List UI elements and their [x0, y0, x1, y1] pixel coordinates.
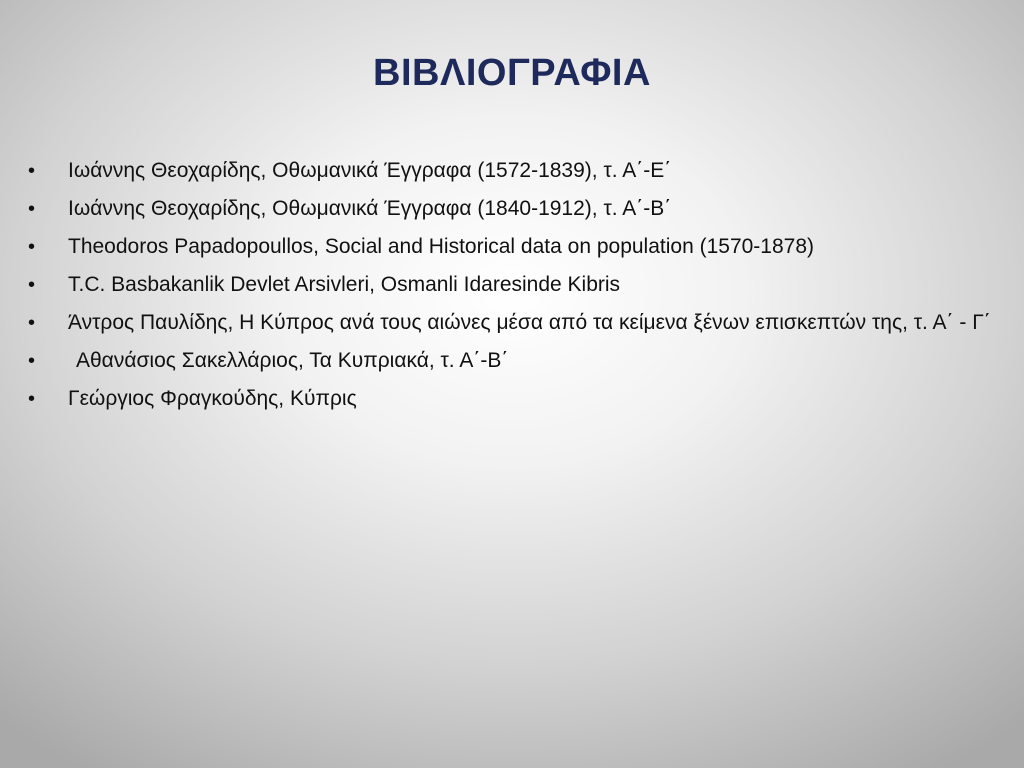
- bullet-icon: •: [28, 350, 36, 372]
- list-item: [28, 158, 998, 184]
- bibliography-entry: Ιωάννης Θεοχαρίδης, Οθωμανικά Έγγραφα (1572-1839), τ. Α΄-Ε΄: [68, 159, 672, 182]
- slide-title: ΒΙΒΛΙΟΓΡΑΦΙΑ: [373, 52, 651, 94]
- bullet-icon: •: [28, 312, 36, 334]
- bullet-icon: •: [28, 236, 36, 258]
- bullet-icon: •: [28, 198, 36, 220]
- bibliography-entry: Theodoros Papadopoullos, Social and Historical data on population (1570-1878): [68, 235, 815, 258]
- bibliography-entry: T.C. Basbakanlik Devlet Arsivleri, Osmanli Idaresinde Kibris: [68, 273, 621, 296]
- list-item: [28, 348, 998, 374]
- bibliography-entry: Άντρος Παυλίδης, Η Κύπρος ανά τους αιώνες μέσα από τα κείμενα ξένων επισκεπτών της, τ. Α΄ - Γ΄: [68, 311, 991, 334]
- bibliography-entry: Αθανάσιος Σακελλάριος, Τα Κυπριακά, τ. Α΄-Β΄: [76, 349, 509, 372]
- list-item: [28, 234, 998, 260]
- list-item: [28, 272, 998, 298]
- bibliography-list: [28, 158, 998, 424]
- bibliography-entry: Γεώργιος Φραγκούδης, Κύπρις: [68, 387, 357, 410]
- list-item: [28, 386, 998, 412]
- bibliography-entry: Ιωάννης Θεοχαρίδης, Οθωμανικά Έγγραφα (1840-1912), τ. Α΄-Β΄: [68, 197, 672, 220]
- list-item: [28, 196, 998, 222]
- bullet-icon: •: [28, 274, 36, 296]
- bullet-icon: •: [28, 160, 36, 182]
- bullet-icon: •: [28, 388, 36, 410]
- list-item: [28, 310, 998, 336]
